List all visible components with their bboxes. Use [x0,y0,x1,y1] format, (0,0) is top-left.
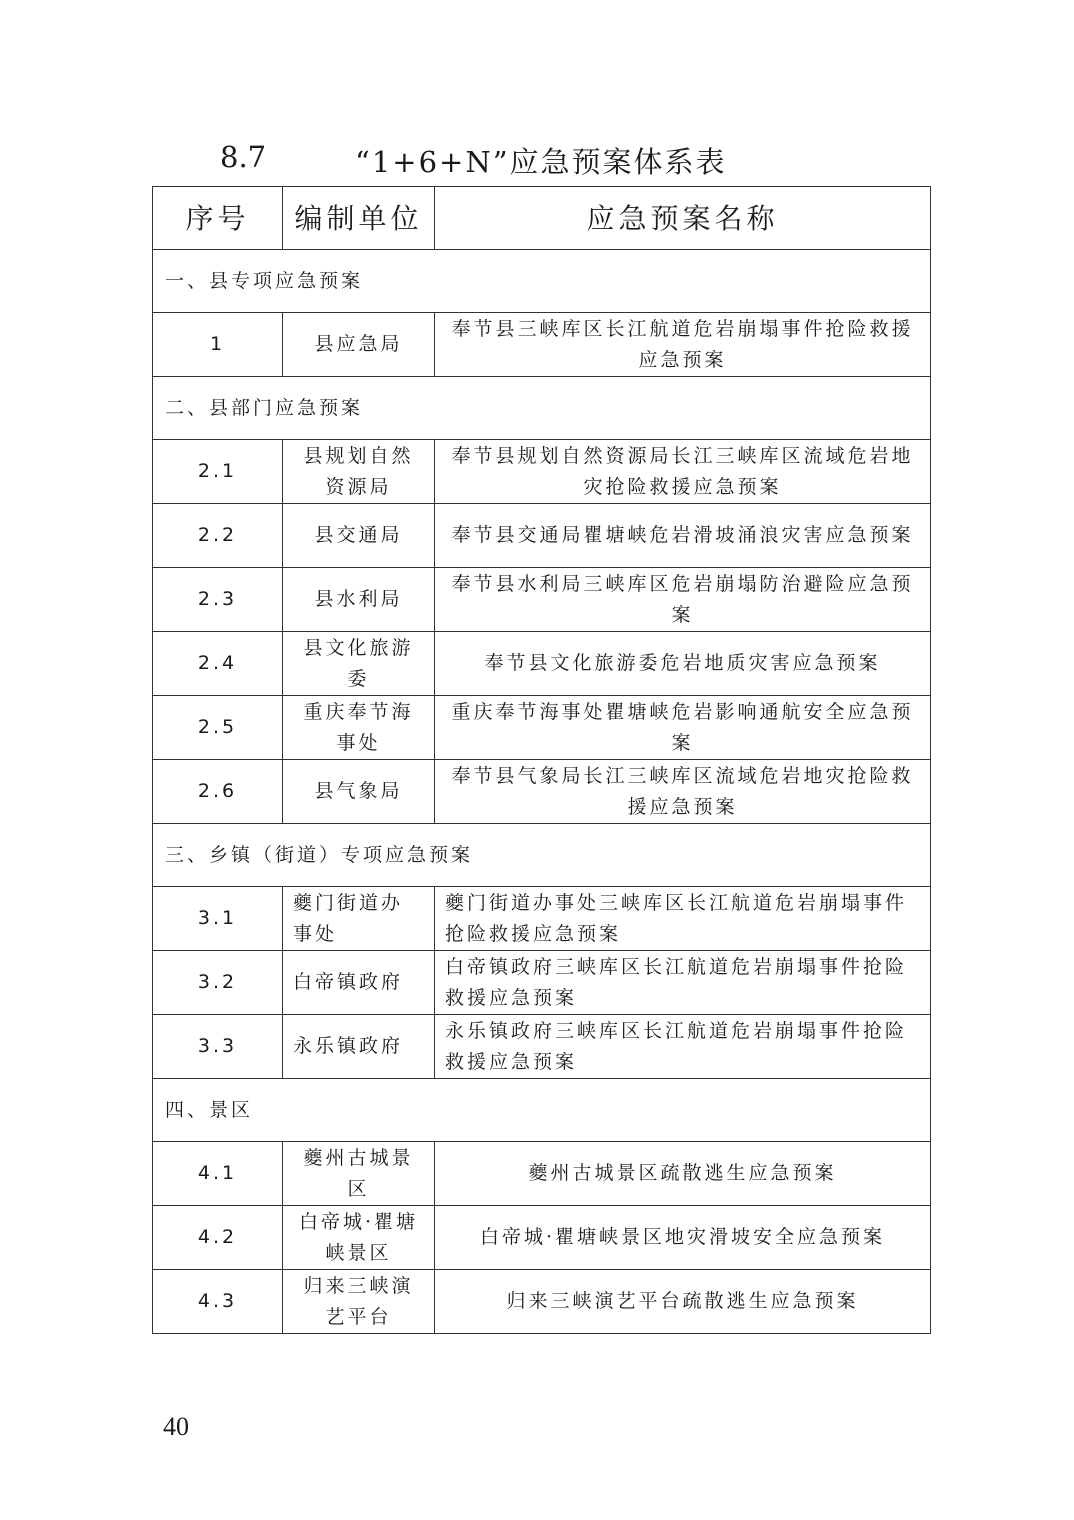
row-unit: 县气象局 [283,760,435,824]
row-seq: 2.5 [153,696,283,760]
page-number: 40 [163,1412,189,1441]
row-plan-name: 白帝城·瞿塘峡景区地灾滑坡安全应急预案 [435,1206,931,1270]
table-row [153,313,931,377]
row-plan-name: 归来三峡演艺平台疏散逃生应急预案 [435,1270,931,1334]
row-plan-name: 奉节县文化旅游委危岩地质灾害应急预案 [435,632,931,696]
table-row [153,504,931,568]
row-unit: 夔门街道办事处 [283,887,435,951]
row-unit: 归来三峡演艺平台 [283,1270,435,1334]
row-plan-name: 永乐镇政府三峡库区长江航道危岩崩塌事件抢险救援应急预案 [435,1015,931,1079]
section-number: 8.7 [220,140,267,174]
page-title [0,140,1074,180]
row-seq: 4.3 [153,1270,283,1334]
section-row [153,377,931,440]
section-row [153,824,931,887]
row-unit: 县应急局 [283,313,435,377]
section-heading: 四、景区 [153,1079,931,1142]
row-unit: 重庆奉节海事处 [283,696,435,760]
row-seq: 3.1 [153,887,283,951]
section-heading: 二、县部门应急预案 [153,377,931,440]
row-seq: 2.3 [153,568,283,632]
table-row [153,1142,931,1206]
table-row [153,440,931,504]
row-unit: 县水利局 [283,568,435,632]
row-plan-name: 白帝镇政府三峡库区长江航道危岩崩塌事件抢险救援应急预案 [435,951,931,1015]
row-unit: 白帝城·瞿塘峡景区 [283,1206,435,1270]
section-row [153,250,931,313]
section-heading: 三、乡镇（街道）专项应急预案 [153,824,931,887]
row-unit: 白帝镇政府 [283,951,435,1015]
table-row [153,568,931,632]
header-name: 应急预案名称 [435,187,931,250]
row-seq: 3.2 [153,951,283,1015]
row-unit: 县文化旅游委 [283,632,435,696]
row-unit: 夔州古城景区 [283,1142,435,1206]
table-row [153,887,931,951]
row-seq: 2.6 [153,760,283,824]
row-unit: 县规划自然资源局 [283,440,435,504]
row-unit: 县交通局 [283,504,435,568]
row-unit: 永乐镇政府 [283,1015,435,1079]
emergency-plan-table [152,186,931,1334]
table-title: “1+6+N”应急预案体系表 [355,145,727,179]
section-heading: 一、县专项应急预案 [153,250,931,313]
row-plan-name: 奉节县水利局三峡库区危岩崩塌防治避险应急预案 [435,568,931,632]
row-seq: 4.2 [153,1206,283,1270]
table-row [153,1270,931,1334]
row-plan-name: 夔州古城景区疏散逃生应急预案 [435,1142,931,1206]
row-plan-name: 夔门街道办事处三峡库区长江航道危岩崩塌事件抢险救援应急预案 [435,887,931,951]
table-row [153,1015,931,1079]
row-seq: 2.2 [153,504,283,568]
section-row [153,1079,931,1142]
row-seq: 4.1 [153,1142,283,1206]
table-row [153,760,931,824]
table-row [153,1206,931,1270]
row-seq: 3.3 [153,1015,283,1079]
table-row [153,696,931,760]
row-plan-name: 奉节县气象局长江三峡库区流域危岩地灾抢险救援应急预案 [435,760,931,824]
row-plan-name: 奉节县规划自然资源局长江三峡库区流域危岩地灾抢险救援应急预案 [435,440,931,504]
row-seq: 1 [153,313,283,377]
row-plan-name: 奉节县三峡库区长江航道危岩崩塌事件抢险救援应急预案 [435,313,931,377]
header-seq: 序号 [153,187,283,250]
row-plan-name: 重庆奉节海事处瞿塘峡危岩影响通航安全应急预案 [435,696,931,760]
row-seq: 2.4 [153,632,283,696]
table-row [153,951,931,1015]
table-row [153,632,931,696]
row-plan-name: 奉节县交通局瞿塘峡危岩滑坡涌浪灾害应急预案 [435,504,931,568]
table-header-row [153,187,931,250]
header-unit: 编制单位 [283,187,435,250]
row-seq: 2.1 [153,440,283,504]
